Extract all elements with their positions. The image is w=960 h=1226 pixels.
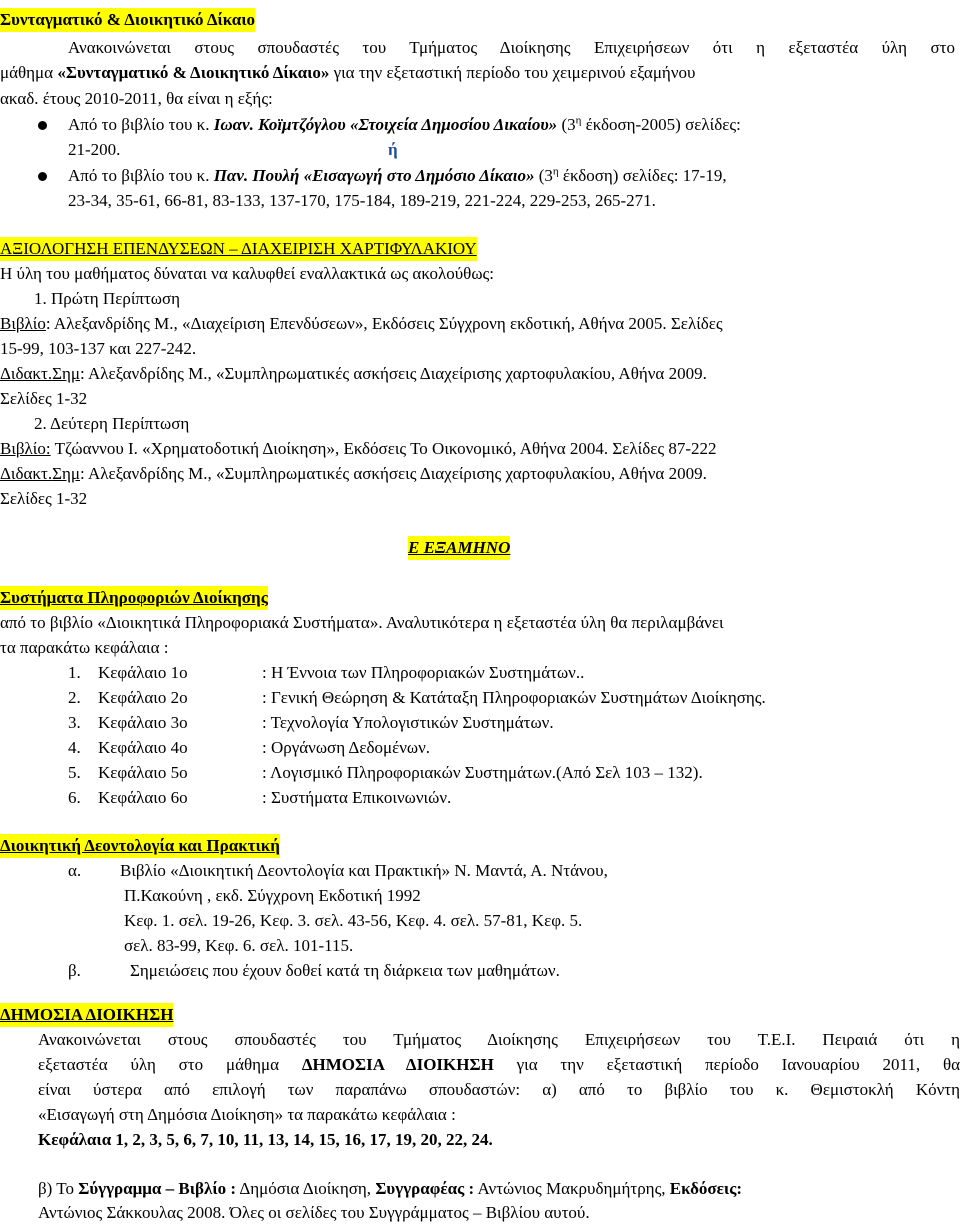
section3-intro-1: από το βιβλίο «Διοικητικά Πληροφοριακά Συστήματα». Αναλυτικότερα η εξεταστέα ύλη θα περιλαμβάνει (0, 613, 724, 632)
chapter-num: 2. (68, 688, 81, 707)
chapter-num: 4. (68, 738, 81, 757)
case-1-book: Βιβλίο: Αλεξανδρίδης Μ., «Διαχείριση Επενδύσεων», Εκδόσεις Σύγχρονη εκδοτική, Αθήνα 2005. Σελίδες (0, 314, 723, 333)
case-1-book-pages: 15-99, 103-137 και 227-242. (0, 339, 197, 358)
section-title-public-administration: ΔΗΜΟΣΙΑ ΔΙΟΙΚΗΣΗ (0, 1003, 173, 1027)
public-admin-line-2: εξεταστέα ύλη στο μάθημα ΔΗΜΟΣΙΑ ΔΙΟΙΚΗΣΗ για την εξεταστική περίοδο Ιανουαρίου 2011, θα (38, 1055, 960, 1074)
bullet-icon (38, 121, 47, 130)
chapter-num: 3. (68, 713, 81, 732)
announcement-line-3: ακαδ. έτους 2010-2011, θα είναι η εξής: (0, 89, 273, 108)
section2-intro: Η ύλη του μαθήματος δύναται να καλυφθεί εναλλακτικά ως ακολούθως: (0, 264, 494, 283)
chapter-desc: : Γενική Θεώρηση & Κατάταξη Πληροφοριακών Συστημάτων Διοίκησης. (262, 688, 766, 707)
item-a-line-3: Κεφ. 1. σελ. 19-26, Κεφ. 3. σελ. 43-56, Κεφ. 4. σελ. 57-81, Κεφ. 5. (124, 911, 583, 930)
book-option-1: Από το βιβλίο του κ. Ιωαν. Κοϊμτζόγλου «Στοιχεία Δημοσίου Δικαίου» ($3^\eta$ έκδοση-2005) σελίδες: (68, 114, 741, 134)
public-admin-book-b-line-1: β) Το Σύγγραμμα – Βιβλίο : Δημόσια Διοίκηση, Συγγραφέας : Αντώνιος Μακρυδημήτρης, Εκδόσεις: (38, 1179, 743, 1198)
public-admin-line-3: είναι ύστερα από επιλογή των παραπάνω σπουδαστών: α) από το βιβλίο του κ. Θεμιστοκλή Κόντη (38, 1080, 960, 1099)
chapter-num: 1. (68, 663, 81, 682)
or-separator: ή (388, 140, 398, 159)
chapter-num: 5. (68, 763, 81, 782)
chapter-desc: : Λογισμικό Πληροφοριακών Συστημάτων.(Από Σελ 103 – 132). (262, 763, 703, 782)
case-2-notes-pages: Σελίδες 1-32 (0, 489, 88, 508)
item-a-line-1: Βιβλίο «Διοικητική Δεοντολογία και Πρακτική» Ν. Μαντά, Α. Ντάνου, (120, 861, 608, 880)
item-b-label: β. (68, 961, 81, 980)
semester-heading: Ε ΕΞΑΜΗΝΟ (408, 536, 510, 560)
section-title-investment-evaluation: ΑΞΙΟΛΟΓΗΣΗ ΕΠΕΝΔΥΣΕΩΝ – ΔΙΑΧΕΙΡΙΣΗ ΧΑΡΤΙΦΥΛΑΚΙΟΥ (0, 237, 477, 261)
bullet-icon (38, 172, 47, 181)
chapter-label: Κεφάλαιο 2ο (98, 688, 188, 707)
chapter-label: Κεφάλαιο 6ο (98, 788, 188, 807)
chapter-desc: : Η Έννοια των Πληροφοριακών Συστημάτων.. (262, 663, 585, 682)
case-2-heading: 2. Δεύτερη Περίπτωση (34, 414, 190, 433)
announcement-line-2: μάθημα «Συνταγματικό & Διοικητικό Δίκαιο» για την εξεταστική περίοδο του χειμερινού εξαμήνου (0, 63, 696, 82)
public-admin-line-1: Ανακοινώνεται στους σπουδαστές του Τμήματος Διοίκησης Επιχειρήσεων του Τ.Ε.Ι. Πειραιά ότι η (38, 1030, 960, 1049)
section-title-admin-ethics: Διοικητική Δεοντολογία και Πρακτική (0, 834, 280, 858)
book-option-1-pages: 21-200. (68, 140, 121, 159)
chapter-desc: : Συστήματα Επικοινωνιών. (262, 788, 452, 807)
chapter-num: 6. (68, 788, 81, 807)
public-admin-book-b-line-2: Αντώνιος Σάκκουλας 2008. Όλες οι σελίδες του Συγγράμματος – Βιβλίου αυτού. (38, 1203, 590, 1222)
item-a-line-2: Π.Κακούνη , εκδ. Σύγχρονη Εκδοτική 1992 (124, 886, 421, 905)
case-1-notes-pages: Σελίδες 1-32 (0, 389, 88, 408)
chapter-label: Κεφάλαιο 4ο (98, 738, 188, 757)
item-a-label: α. (68, 861, 82, 880)
chapter-label: Κεφάλαιο 3ο (98, 713, 188, 732)
case-1-heading: 1. Πρώτη Περίπτωση (34, 289, 181, 308)
section-title-constitutional-law: Συνταγματικό & Διοικητικό Δίκαιο (0, 8, 255, 32)
chapter-desc: : Τεχνολογία Υπολογιστικών Συστημάτων. (262, 713, 554, 732)
case-1-notes: Διδακτ.Σημ: Αλεξανδρίδης Μ., «Συμπληρωματικές ασκήσεις Διαχείρισης χαρτοφυλακίου, Αθήνα 2009. (0, 364, 707, 383)
case-2-notes: Διδακτ.Σημ: Αλεξανδρίδης Μ., «Συμπληρωματικές ασκήσεις Διαχείρισης χαρτοφυλακίου, Αθήνα 2009. (0, 464, 707, 483)
public-admin-chapters: Κεφάλαια 1, 2, 3, 5, 6, 7, 10, 11, 13, 14, 15, 16, 17, 19, 20, 22, 24. (38, 1130, 493, 1149)
item-b-line-1: Σημειώσεις που έχουν δοθεί κατά τη διάρκεια των μαθημάτων. (130, 961, 560, 980)
chapter-label: Κεφάλαιο 5ο (98, 763, 188, 782)
case-2-book: Βιβλίο: Τζώαννου Ι. «Χρηματοδοτική Διοίκηση», Εκδόσεις Το Οικονομικό, Αθήνα 2004. Σελίδες 87-222 (0, 439, 717, 458)
section3-intro-2: τα παρακάτω κεφάλαια : (0, 638, 169, 657)
chapter-label: Κεφάλαιο 1ο (98, 663, 188, 682)
item-a-line-4: σελ. 83-99, Κεφ. 6. σελ. 101-115. (124, 936, 354, 955)
book-option-2: Από το βιβλίο του κ. Παν. Πουλή «Εισαγωγή στο Δημόσιο Δίκαιο» ($3^\eta$ έκδοση) σελίδες: 17-19, (68, 165, 727, 185)
public-admin-line-4: «Εισαγωγή στη Δημόσια Διοίκηση» τα παρακάτω κεφάλαια : (38, 1105, 456, 1124)
chapter-desc: : Οργάνωση Δεδομένων. (262, 738, 431, 757)
book-option-2-pages: 23-34, 35-61, 66-81, 83-133, 137-170, 175-184, 189-219, 221-224, 229-253, 265-271. (68, 191, 656, 210)
announcement-line-1: Ανακοινώνεται στους σπουδαστές του Τμήματος Διοίκησης Επιχειρήσεων ότι η εξεταστέα ύλη στο (68, 38, 955, 57)
section-title-mis: Συστήματα Πληροφοριών Διοίκησης (0, 586, 268, 610)
